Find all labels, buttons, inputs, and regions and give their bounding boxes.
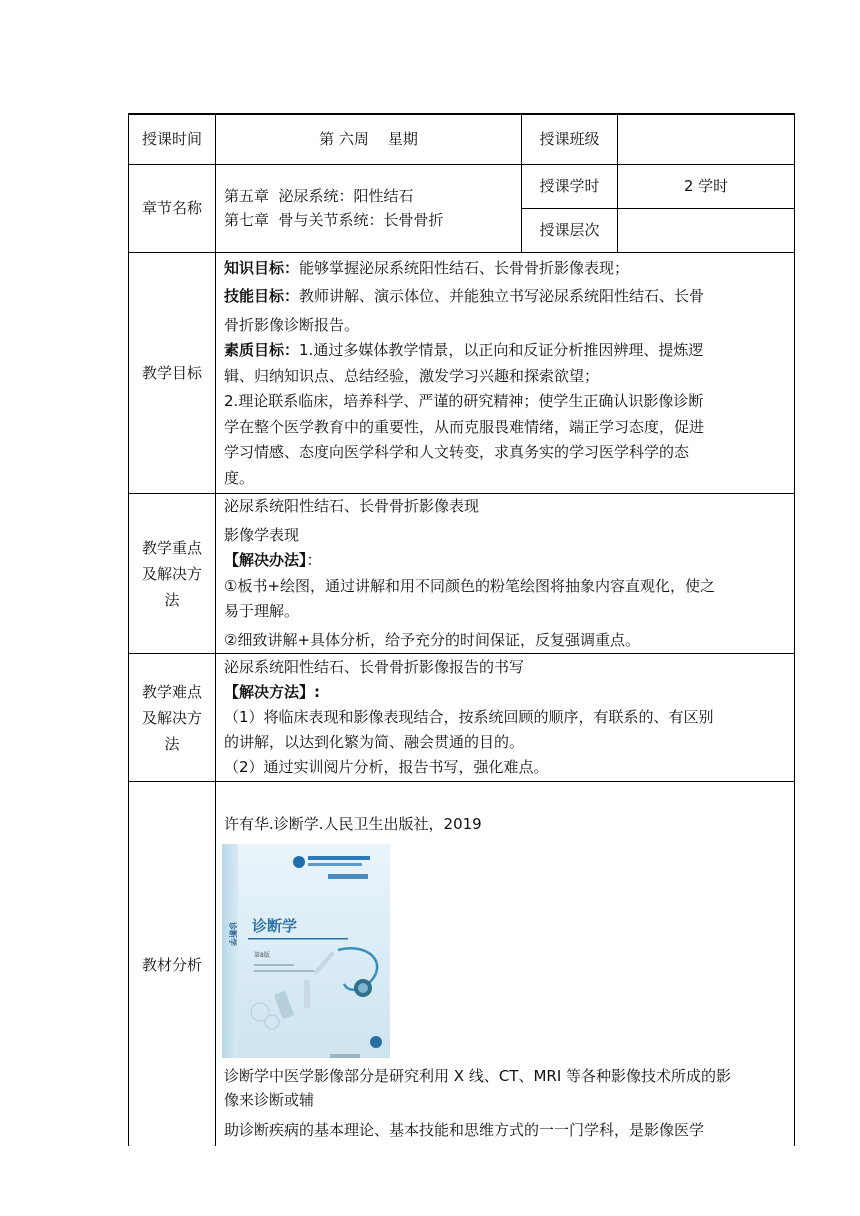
key-method-colon: ： (306, 551, 322, 569)
goal-skill-keyword: 技能目标： (224, 287, 300, 305)
key-line-2: 影像学表现 (224, 525, 300, 544)
difficulty-item-1a: （1）将临床表现和影像表现结合，按系统回顾的顺序，有联系的、有区别 (224, 708, 714, 726)
goal-knowledge-text: 能够掌握泌尿系统阳性结石、长骨骨折影像表现； (299, 258, 630, 277)
hours-value: 2 学时 (618, 164, 795, 208)
textbook-analysis-line-1: 诊断学中医学影像部分是研究利用 X 线、CT、MRI 等各种影像技术所成的影 (224, 1067, 732, 1085)
textbook-content (216, 782, 795, 1147)
goal-quality-text-1a: 1.通过多媒体教学情景，以正向和反证分析推因辨理、提炼逻 (299, 341, 704, 359)
goal-quality-text-2c: 学习情感、态度向医学科学和人文转变，求真务实的学习医学科学的态 (224, 443, 690, 461)
time-value: 第 六周 星期 (216, 114, 522, 164)
textbook-reference: 许有华.诊断学.人民卫生出版社，2019 (224, 815, 482, 833)
key-method-2: ②细致讲解+具体分析，给予充分的时间保证，反复强调重点。 (224, 630, 641, 649)
book-title: 诊断学 (252, 917, 298, 935)
level-label: 授课层次 (522, 208, 618, 252)
row-time (129, 114, 795, 164)
row-textbook (129, 782, 795, 1147)
key-method-1a: ①板书+绘图，通过讲解和用不同颜色的粉笔绘图将抽象内容直观化，使之 (224, 576, 716, 595)
difficulty-label (129, 654, 216, 782)
difficulty-content (216, 654, 795, 782)
chapter-line-2: 第七章 骨与关节系统：长骨骨折 (224, 211, 444, 229)
difficulty-method-label: 【解决方法】: (224, 683, 320, 701)
key-label-3: 法 (164, 590, 180, 609)
chapter-line-1: 第五章 泌尿系统：阳性结石 (224, 187, 414, 205)
level-value (618, 208, 795, 252)
difficulty-label-3: 法 (164, 734, 180, 753)
difficulty-item-2: （2）通过实训阅片分析，报告书写，强化难点。 (224, 758, 549, 776)
goal-skill-text-b: 骨折影像诊断报告。 (224, 315, 360, 334)
goal-quality-keyword: 素质目标： (224, 341, 300, 359)
row-difficulty (129, 654, 795, 782)
difficulty-method-keyword (224, 680, 788, 705)
row-key-points (129, 494, 795, 654)
goal-quality-text-2a: 2.理论联系临床，培养科学、严谨的研究精神；使学生正确认识影像诊断 (224, 392, 704, 410)
row-goals (129, 252, 795, 494)
goal-quality-text-1b: 辑、归纳知识点、总结经验，激发学习兴趣和探索欲望； (224, 366, 600, 385)
key-label-2: 及解决方 (141, 564, 202, 583)
book-edition: 第8版 (254, 952, 270, 959)
chapter-label: 章节名称 (129, 164, 216, 252)
goals-content (216, 252, 795, 494)
goal-knowledge-keyword: 知识目标： (224, 258, 300, 277)
goal-quality-text-2d: 度。 (224, 468, 255, 487)
chapter-value (216, 164, 522, 252)
key-line-1: 泌尿系统阳性结石、长骨骨折影像表现 (224, 497, 480, 515)
key-method (224, 548, 788, 574)
key-content (216, 494, 795, 654)
key-label-1: 教学重点 (141, 538, 202, 557)
class-label: 授课班级 (522, 114, 618, 164)
textbook-label: 教材分析 (129, 782, 216, 1147)
row-chapter-a (129, 164, 795, 208)
difficulty-item-1b: 的讲解，以达到化繁为简、融会贯通的目的。 (224, 733, 525, 751)
book-spine-title: 诊断学 (228, 922, 237, 946)
difficulty-line-1: 泌尿系统阳性结石、长骨骨折影像报告的书写 (224, 658, 525, 676)
goal-skill (224, 284, 788, 310)
goal-skill-text-a: 教师讲解、演示体位、并能独立书写泌尿系统阳性结石、长骨 (299, 287, 705, 305)
goal-knowledge (224, 256, 788, 282)
goals-label: 教学目标 (129, 252, 216, 494)
difficulty-label-2: 及解决方 (141, 708, 202, 727)
time-label: 授课时间 (129, 114, 216, 164)
textbook-cover-image (220, 842, 396, 1060)
lesson-plan-table (128, 113, 795, 1146)
key-method-keyword: 【解决办法】 (224, 551, 307, 569)
class-value (618, 114, 795, 164)
goal-quality-text-2b: 学在整个医学教育中的重要性，从而克服畏难情绪，端正学习态度，促进 (224, 417, 705, 436)
textbook-analysis-line-3: 助诊断疾病的基本理论、基本技能和思维方式的一一门学科，是影像医学 (224, 1121, 705, 1139)
difficulty-label-1: 教学难点 (141, 682, 202, 701)
textbook-analysis-line-2: 像来诊断或辅 (224, 1091, 315, 1109)
key-label (129, 494, 216, 654)
key-method-1b: 易于理解。 (224, 602, 300, 620)
book-cover-graphic (220, 842, 396, 1060)
hours-label: 授课学时 (522, 164, 618, 208)
goal-quality (224, 338, 788, 364)
